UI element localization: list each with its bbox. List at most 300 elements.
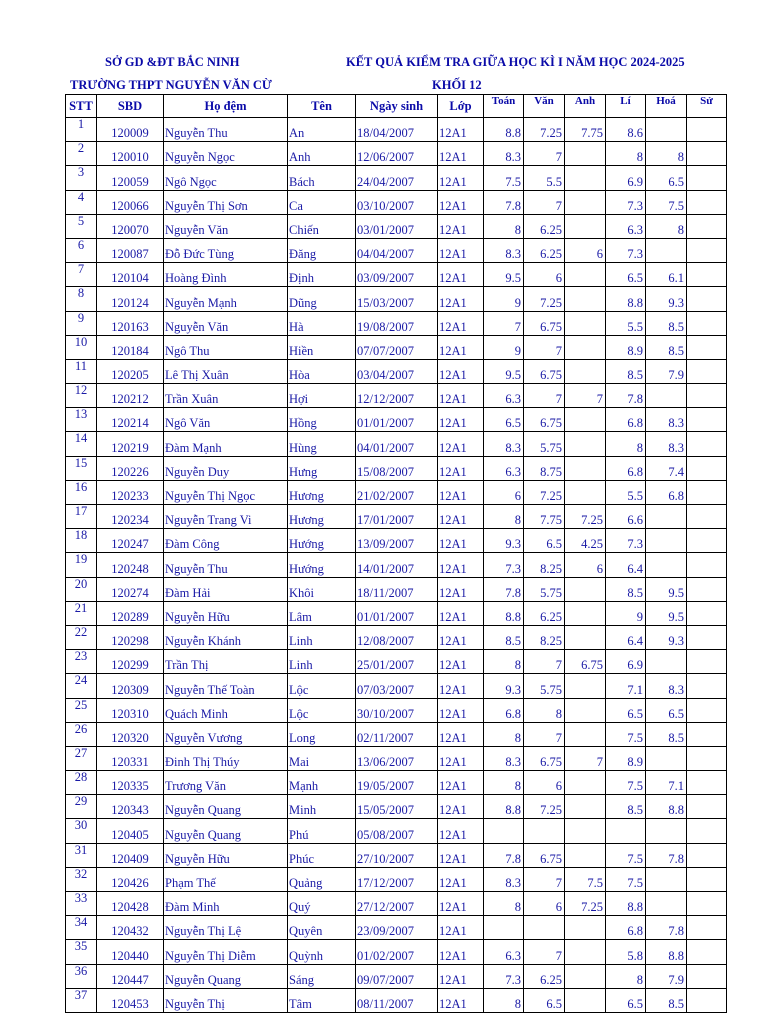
su-cell bbox=[687, 916, 727, 940]
stt-cell: 16 bbox=[66, 480, 97, 504]
hoa-cell: 7.1 bbox=[646, 771, 687, 795]
li-cell: 8.5 bbox=[606, 359, 646, 383]
li-cell: 8 bbox=[606, 142, 646, 166]
ho-dem-cell: Nguyễn Thu bbox=[164, 118, 288, 142]
ngay-sinh-cell: 19/08/2007 bbox=[356, 311, 438, 335]
li-cell: 7.3 bbox=[606, 529, 646, 553]
su-cell bbox=[687, 940, 727, 964]
table-row bbox=[66, 408, 727, 432]
report-title: KẾT QUẢ KIỂM TRA GIỮA HỌC KÌ I NĂM HỌC 2024-2025 bbox=[346, 55, 685, 69]
ho-dem-cell: Nguyễn Thị Diễm bbox=[164, 940, 288, 964]
table-row bbox=[66, 553, 727, 577]
ho-dem-cell: Nguyễn Thế Toàn bbox=[164, 674, 288, 698]
stt-cell: 36 bbox=[66, 964, 97, 988]
hoa-cell: 7.5 bbox=[646, 190, 687, 214]
van-cell: 6.75 bbox=[524, 311, 565, 335]
li-cell: 6.5 bbox=[606, 988, 646, 1012]
hoa-cell: 8.5 bbox=[646, 311, 687, 335]
su-cell bbox=[687, 795, 727, 819]
ho-dem-cell: Nguyễn Vương bbox=[164, 722, 288, 746]
ho-dem-cell: Nguyễn Trang Vi bbox=[164, 505, 288, 529]
su-cell bbox=[687, 190, 727, 214]
ten-cell: An bbox=[288, 118, 356, 142]
su-cell bbox=[687, 577, 727, 601]
table-row bbox=[66, 916, 727, 940]
toan-cell bbox=[484, 916, 524, 940]
li-cell: 6.6 bbox=[606, 505, 646, 529]
anh-cell bbox=[565, 795, 606, 819]
van-cell: 6.75 bbox=[524, 408, 565, 432]
sbd-cell: 120426 bbox=[97, 867, 164, 891]
ten-cell: Bách bbox=[288, 166, 356, 190]
toan-cell: 6.3 bbox=[484, 940, 524, 964]
ngay-sinh-cell: 27/10/2007 bbox=[356, 843, 438, 867]
ho-dem-cell: Nguyễn Thị Lệ bbox=[164, 916, 288, 940]
sbd-cell: 120274 bbox=[97, 577, 164, 601]
hoa-cell: 7.4 bbox=[646, 456, 687, 480]
li-cell bbox=[606, 819, 646, 843]
lop-cell: 12A1 bbox=[438, 892, 484, 916]
sbd-cell: 120184 bbox=[97, 335, 164, 359]
ho-dem-cell: Nguyễn Văn bbox=[164, 214, 288, 238]
van-cell: 5.75 bbox=[524, 674, 565, 698]
ngay-sinh-cell: 18/11/2007 bbox=[356, 577, 438, 601]
van-cell: 7 bbox=[524, 940, 565, 964]
anh-cell bbox=[565, 601, 606, 625]
ngay-sinh-cell: 13/06/2007 bbox=[356, 746, 438, 770]
stt-cell: 32 bbox=[66, 867, 97, 891]
table-row bbox=[66, 819, 727, 843]
sbd-cell: 120010 bbox=[97, 142, 164, 166]
toan-cell: 7.3 bbox=[484, 964, 524, 988]
li-cell: 8.8 bbox=[606, 287, 646, 311]
ten-cell: Lộc bbox=[288, 698, 356, 722]
li-cell: 6.5 bbox=[606, 698, 646, 722]
li-cell: 6.4 bbox=[606, 625, 646, 649]
ngay-sinh-cell: 04/01/2007 bbox=[356, 432, 438, 456]
table-row bbox=[66, 843, 727, 867]
li-cell: 7.1 bbox=[606, 674, 646, 698]
anh-cell: 6 bbox=[565, 238, 606, 262]
table-row bbox=[66, 601, 727, 625]
su-cell bbox=[687, 964, 727, 988]
su-cell bbox=[687, 722, 727, 746]
ngay-sinh-cell: 03/04/2007 bbox=[356, 359, 438, 383]
van-cell bbox=[524, 916, 565, 940]
ho-dem-cell: Nguyễn Hữu bbox=[164, 601, 288, 625]
van-cell: 7 bbox=[524, 384, 565, 408]
sbd-cell: 120059 bbox=[97, 166, 164, 190]
ten-cell: Hồng bbox=[288, 408, 356, 432]
ho-dem-cell: Phạm Thế bbox=[164, 867, 288, 891]
table-row bbox=[66, 384, 727, 408]
toan-cell: 8 bbox=[484, 988, 524, 1012]
toan-cell: 8 bbox=[484, 650, 524, 674]
li-cell: 6.8 bbox=[606, 456, 646, 480]
ten-cell: Mai bbox=[288, 746, 356, 770]
lop-cell: 12A1 bbox=[438, 359, 484, 383]
su-cell bbox=[687, 601, 727, 625]
lop-cell: 12A1 bbox=[438, 746, 484, 770]
stt-cell: 35 bbox=[66, 940, 97, 964]
ho-dem-cell: Ngô Ngọc bbox=[164, 166, 288, 190]
stt-cell: 1 bbox=[66, 118, 97, 142]
ngay-sinh-cell: 30/10/2007 bbox=[356, 698, 438, 722]
col-hoa-header: Hoá bbox=[646, 95, 687, 118]
hoa-cell: 8 bbox=[646, 142, 687, 166]
lop-cell: 12A1 bbox=[438, 577, 484, 601]
toan-cell: 8.3 bbox=[484, 867, 524, 891]
lop-cell: 12A1 bbox=[438, 480, 484, 504]
lop-cell: 12A1 bbox=[438, 311, 484, 335]
sbd-cell: 120331 bbox=[97, 746, 164, 770]
van-cell: 6.25 bbox=[524, 238, 565, 262]
su-cell bbox=[687, 166, 727, 190]
anh-cell bbox=[565, 771, 606, 795]
table-header-row bbox=[66, 95, 727, 118]
ngay-sinh-cell: 18/04/2007 bbox=[356, 118, 438, 142]
lop-cell: 12A1 bbox=[438, 263, 484, 287]
lop-cell: 12A1 bbox=[438, 819, 484, 843]
van-cell bbox=[524, 819, 565, 843]
hoa-cell bbox=[646, 505, 687, 529]
hoa-cell bbox=[646, 553, 687, 577]
col-ten-header: Tên bbox=[288, 95, 356, 118]
hoa-cell bbox=[646, 238, 687, 262]
anh-cell bbox=[565, 287, 606, 311]
lop-cell: 12A1 bbox=[438, 988, 484, 1012]
su-cell bbox=[687, 480, 727, 504]
ten-cell: Định bbox=[288, 263, 356, 287]
table-row bbox=[66, 287, 727, 311]
stt-cell: 24 bbox=[66, 674, 97, 698]
anh-cell bbox=[565, 625, 606, 649]
ngay-sinh-cell: 17/12/2007 bbox=[356, 867, 438, 891]
lop-cell: 12A1 bbox=[438, 867, 484, 891]
van-cell: 5.75 bbox=[524, 432, 565, 456]
su-cell bbox=[687, 988, 727, 1012]
ten-cell: Hưng bbox=[288, 456, 356, 480]
van-cell: 6 bbox=[524, 771, 565, 795]
table-row bbox=[66, 263, 727, 287]
hoa-cell: 9.3 bbox=[646, 287, 687, 311]
ten-cell: Hương bbox=[288, 505, 356, 529]
table-row bbox=[66, 722, 727, 746]
ho-dem-cell: Trần Xuân bbox=[164, 384, 288, 408]
hoa-cell: 8.3 bbox=[646, 432, 687, 456]
lop-cell: 12A1 bbox=[438, 916, 484, 940]
toan-cell: 6 bbox=[484, 480, 524, 504]
ngay-sinh-cell: 12/06/2007 bbox=[356, 142, 438, 166]
van-cell: 8.25 bbox=[524, 625, 565, 649]
hoa-cell bbox=[646, 650, 687, 674]
su-cell bbox=[687, 384, 727, 408]
anh-cell bbox=[565, 480, 606, 504]
anh-cell bbox=[565, 214, 606, 238]
ho-dem-cell: Đàm Minh bbox=[164, 892, 288, 916]
li-cell: 7.5 bbox=[606, 867, 646, 891]
table-row bbox=[66, 867, 727, 891]
toan-cell: 8 bbox=[484, 771, 524, 795]
toan-cell: 6.8 bbox=[484, 698, 524, 722]
lop-cell: 12A1 bbox=[438, 408, 484, 432]
ten-cell: Chiến bbox=[288, 214, 356, 238]
table-row bbox=[66, 359, 727, 383]
van-cell: 6 bbox=[524, 892, 565, 916]
ten-cell: Quyên bbox=[288, 916, 356, 940]
ten-cell: Linh bbox=[288, 625, 356, 649]
ten-cell: Hà bbox=[288, 311, 356, 335]
hoa-cell: 9.3 bbox=[646, 625, 687, 649]
lop-cell: 12A1 bbox=[438, 625, 484, 649]
ten-cell: Minh bbox=[288, 795, 356, 819]
li-cell: 5.5 bbox=[606, 480, 646, 504]
van-cell: 7 bbox=[524, 650, 565, 674]
col-lop-header: Lớp bbox=[438, 95, 484, 118]
lop-cell: 12A1 bbox=[438, 529, 484, 553]
li-cell: 6.5 bbox=[606, 263, 646, 287]
sbd-cell: 120104 bbox=[97, 263, 164, 287]
table-row bbox=[66, 214, 727, 238]
anh-cell bbox=[565, 674, 606, 698]
sbd-cell: 120248 bbox=[97, 553, 164, 577]
su-cell bbox=[687, 625, 727, 649]
hoa-cell: 6.1 bbox=[646, 263, 687, 287]
stt-cell: 6 bbox=[66, 238, 97, 262]
toan-cell: 8.8 bbox=[484, 118, 524, 142]
toan-cell: 9.3 bbox=[484, 529, 524, 553]
anh-cell bbox=[565, 408, 606, 432]
sbd-cell: 120124 bbox=[97, 287, 164, 311]
col-li-header: Lí bbox=[606, 95, 646, 118]
sbd-cell: 120212 bbox=[97, 384, 164, 408]
ten-cell: Sáng bbox=[288, 964, 356, 988]
stt-cell: 3 bbox=[66, 166, 97, 190]
ten-cell: Anh bbox=[288, 142, 356, 166]
lop-cell: 12A1 bbox=[438, 238, 484, 262]
anh-cell bbox=[565, 577, 606, 601]
ten-cell: Hiền bbox=[288, 335, 356, 359]
hoa-cell: 8.8 bbox=[646, 795, 687, 819]
stt-cell: 19 bbox=[66, 553, 97, 577]
lop-cell: 12A1 bbox=[438, 843, 484, 867]
li-cell: 7.5 bbox=[606, 722, 646, 746]
ten-cell: Ca bbox=[288, 190, 356, 214]
hoa-cell: 7.8 bbox=[646, 843, 687, 867]
stt-cell: 23 bbox=[66, 650, 97, 674]
van-cell: 5.75 bbox=[524, 577, 565, 601]
sbd-cell: 120453 bbox=[97, 988, 164, 1012]
ngay-sinh-cell: 25/01/2007 bbox=[356, 650, 438, 674]
table-row bbox=[66, 142, 727, 166]
toan-cell: 8.5 bbox=[484, 625, 524, 649]
stt-cell: 17 bbox=[66, 505, 97, 529]
su-cell bbox=[687, 432, 727, 456]
toan-cell: 6.5 bbox=[484, 408, 524, 432]
ngay-sinh-cell: 01/01/2007 bbox=[356, 408, 438, 432]
ten-cell: Hương bbox=[288, 480, 356, 504]
ngay-sinh-cell: 15/08/2007 bbox=[356, 456, 438, 480]
anh-cell bbox=[565, 988, 606, 1012]
van-cell: 6.75 bbox=[524, 746, 565, 770]
van-cell: 7.25 bbox=[524, 287, 565, 311]
sbd-cell: 120320 bbox=[97, 722, 164, 746]
ngay-sinh-cell: 15/05/2007 bbox=[356, 795, 438, 819]
ho-dem-cell: Nguyễn Văn bbox=[164, 311, 288, 335]
li-cell: 8.9 bbox=[606, 335, 646, 359]
su-cell bbox=[687, 263, 727, 287]
van-cell: 7 bbox=[524, 722, 565, 746]
ten-cell: Hợi bbox=[288, 384, 356, 408]
stt-cell: 25 bbox=[66, 698, 97, 722]
sbd-cell: 120447 bbox=[97, 964, 164, 988]
table-row bbox=[66, 238, 727, 262]
lop-cell: 12A1 bbox=[438, 142, 484, 166]
table-body bbox=[66, 118, 727, 1013]
ho-dem-cell: Nguyễn Quang bbox=[164, 795, 288, 819]
toan-cell: 8.3 bbox=[484, 238, 524, 262]
su-cell bbox=[687, 843, 727, 867]
su-cell bbox=[687, 408, 727, 432]
ten-cell: Dũng bbox=[288, 287, 356, 311]
van-cell: 6.75 bbox=[524, 843, 565, 867]
hoa-cell: 8.5 bbox=[646, 722, 687, 746]
hoa-cell: 6.8 bbox=[646, 480, 687, 504]
table-row bbox=[66, 529, 727, 553]
anh-cell bbox=[565, 311, 606, 335]
anh-cell: 4.25 bbox=[565, 529, 606, 553]
van-cell: 7.25 bbox=[524, 795, 565, 819]
ngay-sinh-cell: 24/04/2007 bbox=[356, 166, 438, 190]
ngay-sinh-cell: 14/01/2007 bbox=[356, 553, 438, 577]
stt-cell: 28 bbox=[66, 771, 97, 795]
lop-cell: 12A1 bbox=[438, 287, 484, 311]
table-row bbox=[66, 795, 727, 819]
ho-dem-cell: Ngô Văn bbox=[164, 408, 288, 432]
su-cell bbox=[687, 650, 727, 674]
sbd-cell: 120428 bbox=[97, 892, 164, 916]
lop-cell: 12A1 bbox=[438, 601, 484, 625]
anh-cell bbox=[565, 432, 606, 456]
toan-cell: 8.8 bbox=[484, 601, 524, 625]
ho-dem-cell: Đàm Mạnh bbox=[164, 432, 288, 456]
su-cell bbox=[687, 698, 727, 722]
sbd-cell: 120335 bbox=[97, 771, 164, 795]
stt-cell: 20 bbox=[66, 577, 97, 601]
ten-cell: Quảng bbox=[288, 867, 356, 891]
ten-cell: Mạnh bbox=[288, 771, 356, 795]
toan-cell bbox=[484, 819, 524, 843]
su-cell bbox=[687, 892, 727, 916]
stt-cell: 30 bbox=[66, 819, 97, 843]
stt-cell: 7 bbox=[66, 263, 97, 287]
stt-cell: 21 bbox=[66, 601, 97, 625]
li-cell: 8.9 bbox=[606, 746, 646, 770]
stt-cell: 26 bbox=[66, 722, 97, 746]
sbd-cell: 120226 bbox=[97, 456, 164, 480]
ho-dem-cell: Quách Minh bbox=[164, 698, 288, 722]
stt-cell: 18 bbox=[66, 529, 97, 553]
lop-cell: 12A1 bbox=[438, 214, 484, 238]
ngay-sinh-cell: 03/01/2007 bbox=[356, 214, 438, 238]
ngay-sinh-cell: 12/12/2007 bbox=[356, 384, 438, 408]
table-row bbox=[66, 432, 727, 456]
hoa-cell bbox=[646, 819, 687, 843]
ho-dem-cell: Nguyễn Thu bbox=[164, 553, 288, 577]
table-row bbox=[66, 118, 727, 142]
sbd-cell: 120405 bbox=[97, 819, 164, 843]
su-cell bbox=[687, 746, 727, 770]
ho-dem-cell: Ngô Thu bbox=[164, 335, 288, 359]
su-cell bbox=[687, 311, 727, 335]
toan-cell: 7.3 bbox=[484, 553, 524, 577]
toan-cell: 8 bbox=[484, 214, 524, 238]
ten-cell: Hướng bbox=[288, 553, 356, 577]
hoa-cell bbox=[646, 529, 687, 553]
sbd-cell: 120289 bbox=[97, 601, 164, 625]
toan-cell: 8 bbox=[484, 505, 524, 529]
anh-cell bbox=[565, 722, 606, 746]
van-cell: 6.75 bbox=[524, 359, 565, 383]
su-cell bbox=[687, 529, 727, 553]
ngay-sinh-cell: 13/09/2007 bbox=[356, 529, 438, 553]
table-row bbox=[66, 577, 727, 601]
van-cell: 8.75 bbox=[524, 456, 565, 480]
col-anh-header: Anh bbox=[565, 95, 606, 118]
hoa-cell: 8.5 bbox=[646, 335, 687, 359]
stt-cell: 33 bbox=[66, 892, 97, 916]
li-cell: 6.9 bbox=[606, 166, 646, 190]
ten-cell: Hòa bbox=[288, 359, 356, 383]
anh-cell: 7 bbox=[565, 384, 606, 408]
sbd-cell: 120163 bbox=[97, 311, 164, 335]
van-cell: 6.5 bbox=[524, 529, 565, 553]
lop-cell: 12A1 bbox=[438, 771, 484, 795]
col-ngay-sinh-header: Ngày sinh bbox=[356, 95, 438, 118]
li-cell: 9 bbox=[606, 601, 646, 625]
stt-cell: 4 bbox=[66, 190, 97, 214]
anh-cell bbox=[565, 359, 606, 383]
lop-cell: 12A1 bbox=[438, 698, 484, 722]
sbd-cell: 120066 bbox=[97, 190, 164, 214]
lop-cell: 12A1 bbox=[438, 335, 484, 359]
table-row bbox=[66, 771, 727, 795]
ho-dem-cell: Đàm Công bbox=[164, 529, 288, 553]
ten-cell: Lộc bbox=[288, 674, 356, 698]
anh-cell bbox=[565, 456, 606, 480]
hoa-cell: 7.9 bbox=[646, 359, 687, 383]
hoa-cell bbox=[646, 384, 687, 408]
sbd-cell: 120309 bbox=[97, 674, 164, 698]
department-title: SỞ GD &ĐT BẮC NINH bbox=[105, 55, 240, 69]
li-cell: 5.5 bbox=[606, 311, 646, 335]
toan-cell: 6.3 bbox=[484, 456, 524, 480]
toan-cell: 9.3 bbox=[484, 674, 524, 698]
anh-cell: 7 bbox=[565, 746, 606, 770]
van-cell: 8 bbox=[524, 698, 565, 722]
lop-cell: 12A1 bbox=[438, 456, 484, 480]
ho-dem-cell: Nguyễn Duy bbox=[164, 456, 288, 480]
sbd-cell: 120087 bbox=[97, 238, 164, 262]
col-stt-header: STT bbox=[66, 95, 97, 118]
hoa-cell: 6.5 bbox=[646, 166, 687, 190]
li-cell: 5.8 bbox=[606, 940, 646, 964]
toan-cell: 9.5 bbox=[484, 359, 524, 383]
ho-dem-cell: Nguyễn Thị Ngọc bbox=[164, 480, 288, 504]
hoa-cell: 7.9 bbox=[646, 964, 687, 988]
van-cell: 6 bbox=[524, 263, 565, 287]
su-cell bbox=[687, 287, 727, 311]
